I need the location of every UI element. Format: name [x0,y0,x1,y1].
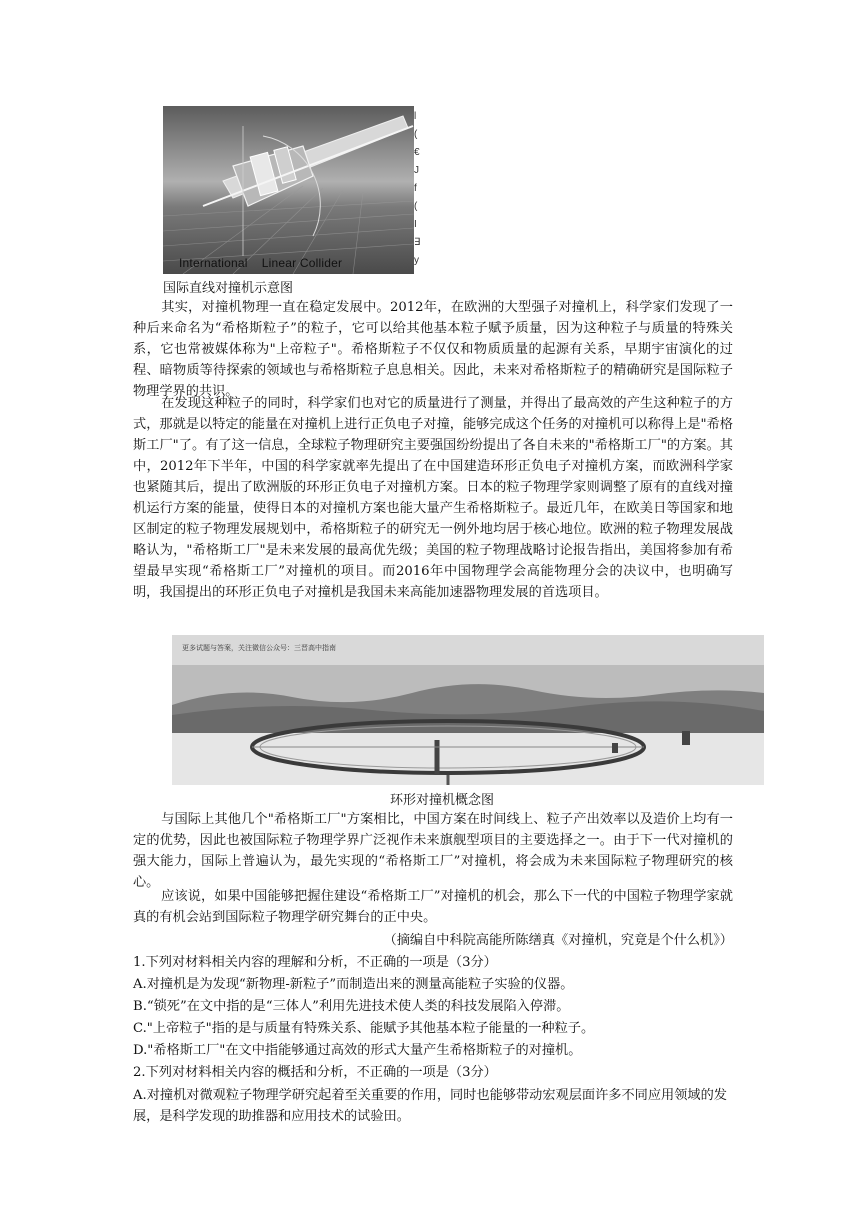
side-char: y [414,255,419,266]
paragraph-4 [133,886,733,928]
image-inner-caption: International Linear Collider [179,256,343,270]
ring-collider-illustration [172,635,764,785]
question-1-option-d: D."希格斯工厂"在文中指能够通过高效的形式大量产生希格斯粒子的对撞机。 [133,1043,582,1058]
ring-collider-image [172,635,764,785]
side-char: J [414,165,419,176]
cropped-side-text [414,108,422,274]
image-watermark: 更多试题与答案，关注微信公众号：三晋高中指南 [182,645,336,652]
paragraph-1-text: 其实，对撞机物理一直在稳定发展中。2012年，在欧洲的大型强子对撞机上，科学家们发现了一种后来命名为“希格斯粒子”的粒子，它可以给其他基本粒子赋予质量，因为这种粒子与质量的特殊关系，它也常被媒体称为"上帝粒子"。希格斯粒子不仅仅和物质质量的起源有关系，早期宇宙演化的过程、暗物质等待探索的领域也与希格斯粒子息息相关。因此，未来对希格斯粒子的精确研究是国际粒子物理学界的共识。 [133,300,733,399]
side-char: € [414,147,420,158]
side-char: ( [414,201,418,212]
source-citation: （摘编自中科院高能所陈缮真《对撞机，究竟是个什么机》） [383,933,733,948]
linear-collider-illustration [163,106,414,274]
paragraph-3 [133,809,733,893]
side-char: f [414,183,417,194]
question-2-option-a: A.对撞机对微观粒子物理学研究起着至关重要的作用，同时也能够带动宏观层面许多不同应用领域的发展，是科学发现的助推器和应用技术的试验田。 [133,1088,727,1124]
side-char: l [414,111,417,122]
side-char: ∃ [414,237,421,248]
side-char: ( [414,129,418,140]
side-char: I [414,219,417,230]
paragraph-3-text: 与国际上其他几个"希格斯工厂"方案相比，中国方案在时间线上、粒子产出效率以及造价上均有一定的优势，因此也被国际粒子物理学界广泛视作未来旗舰型项目的主要选择之一。由于下一代对撞机的强大能力，国际上普遍认为，最先实现的“希格斯工厂”对撞机，将会成为未来国际粒子物理研究的核心。 [133,812,733,890]
figure1-caption: 国际直线对撞机示意图 [163,280,294,295]
question-1-option-b: B.“锁死”在文中指的是“三体人”利用先进技术使人类的科技发展陷入停滞。 [133,999,570,1014]
question-1-option-a: A.对撞机是为发现“新物理-新粒子”而制造出来的测量高能粒子实验的仪器。 [133,977,574,992]
paragraph-1 [133,297,733,402]
paragraph-2 [133,393,733,603]
question-2-stem: 2.下列对材料相关内容的概括和分析，不正确的一项是（3分） [133,1065,497,1080]
paragraph-2-text: 在发现这种粒子的同时，科学家们也对它的质量进行了测量，并得出了最高效的产生这种粒子的方式，那就是以特定的能量在对撞机上进行正负电子对撞，能够完成这个任务的对撞机可以称得上是"希格斯工厂"了。有了这一信息，全球粒子物理研究主要强国纷纷提出了各自未来的"希格斯工厂"的方案。其中，2012年下半年，中国的科学家就率先提出了在中国建造环形正负电子对撞机方案，而欧洲科学家也紧随其后，提出了欧洲版的环形正负电子对撞机方案。日本的粒子物理学家则调整了原有的直线对撞机运行方案的能量，使得日本的对撞机方案也能大量产生希格斯粒子。最近几年，在欧美日等国家和地区制定的粒子物理发展规划中，希格斯粒子的研究无一例外地均居于核心地位。欧洲的粒子物理发展战略认为，"希格斯工厂"是未来发展的最高优先级；美国的粒子物理战略讨论报告指出，美国将参加有希望最早实现“希格斯工厂”对撞机的项目。而2016年中国物理学会高能物理分会的决议中，也明确写明，我国提出的环形正负电子对撞机是我国未来高能加速器物理发展的首选项目。 [133,396,733,600]
paragraph-4-text: 应该说，如果中国能够把握住建设“希格斯工厂”对撞机的机会，那么下一代的中国粒子物理学家就真的有机会站到国际粒子物理学研究舞台的正中央。 [133,889,733,925]
question-1-stem: 1.下列对材料相关内容的理解和分析，不正确的一项是（3分） [133,955,497,970]
question-1-option-c: C."上帝粒子"指的是与质量有特殊关系、能赋予其他基本粒子能量的一种粒子。 [133,1021,595,1036]
linear-collider-image [163,106,414,274]
figure2-caption: 环形对撞机概念图 [390,793,495,808]
